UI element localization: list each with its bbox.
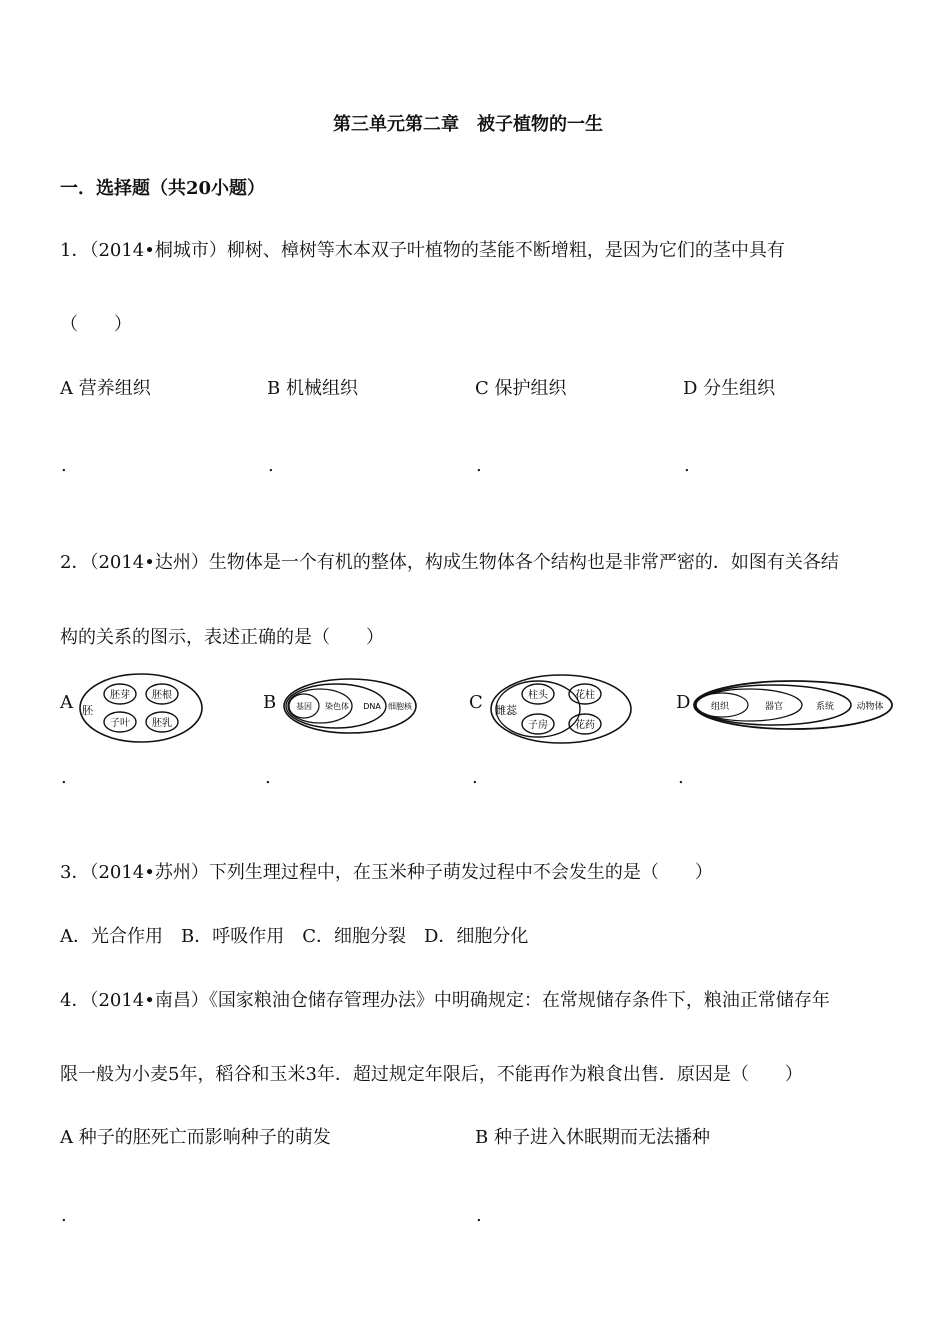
diag-c-item-4: 花药	[575, 720, 595, 731]
q2-diagram-c	[488, 672, 636, 746]
q4-stem-line2: 限一般为小麦5年，稻谷和玉米3年．超过规定年限后，不能再作为粮食出售．原因是（ ）	[60, 1064, 803, 1085]
q1-option-d[interactable]: D 分生组织	[683, 378, 776, 399]
diag-a-item-3: 子叶	[110, 718, 130, 729]
q2-diagram-d	[692, 678, 896, 734]
page-title: 第三单元第二章 被子植物的一生	[333, 114, 603, 135]
diag-d-item-4: 动物体	[856, 702, 884, 712]
q2-diagram-b	[282, 676, 422, 736]
q4-dot-a: .	[61, 1205, 67, 1226]
q2-dot-b: .	[265, 767, 271, 788]
q1-stem-line1: 1．（2014•桐城市）柳树、樟树等木本双子叶植物的茎能不断增粗，是因为它们的茎中具有	[60, 240, 785, 261]
q4-option-b[interactable]: B 种子进入休眠期而无法播种	[475, 1127, 710, 1148]
diag-c-outer-label: 雌蕊	[495, 704, 517, 717]
q1-option-c[interactable]: C 保护组织	[475, 378, 567, 399]
q2-option-c[interactable]: C	[469, 692, 483, 713]
q3-options[interactable]: A．光合作用 B．呼吸作用 C．细胞分裂 D．细胞分化	[60, 926, 529, 947]
q2-stem-line1: 2．（2014•达州）生物体是一个有机的整体，构成生物体各个结构也是非常严密的．如图有关各结	[60, 552, 839, 573]
q4-option-a[interactable]: A 种子的胚死亡而影响种子的萌发	[60, 1127, 331, 1148]
q1-dot-b: .	[268, 455, 274, 476]
q1-dot-d: .	[684, 455, 690, 476]
q1-stem-line2: （ ）	[60, 314, 132, 335]
diag-c-item-3: 子房	[528, 720, 548, 731]
q2-diagram-a	[78, 672, 204, 744]
diag-a-item-1: 胚芽	[110, 690, 130, 701]
q2-dot-d: .	[678, 767, 684, 788]
q1-option-a[interactable]: A 营养组织	[60, 378, 151, 399]
q4-stem-line1: 4．（2014•南昌）《国家粮油仓储存管理办法》中明确规定：在常规储存条件下，粮油正常储存年	[60, 990, 830, 1011]
q1-dot-c: .	[476, 455, 482, 476]
q2-option-b[interactable]: B	[263, 692, 277, 713]
diag-b-item-4: 细胞核	[388, 702, 412, 711]
diag-c-item-1: 柱头	[528, 690, 548, 701]
diag-b-item-2: 染色体	[325, 702, 349, 711]
q3-stem: 3．（2014•苏州）下列生理过程中，在玉米种子萌发过程中不会发生的是（ ）	[60, 862, 713, 883]
diag-d-item-3: 系统	[815, 702, 835, 712]
q1-option-b[interactable]: B 机械组织	[267, 378, 358, 399]
q2-dot-c: .	[472, 767, 478, 788]
section-heading: 一．选择题（共20小题）	[60, 178, 266, 199]
q1-dot-a: .	[61, 455, 67, 476]
q2-option-d[interactable]: D	[676, 692, 691, 713]
diag-b-item-3: DNA	[363, 702, 381, 711]
diag-d-item-1: 组织	[710, 702, 730, 712]
q2-option-a[interactable]: A	[60, 692, 73, 713]
diag-a-item-2: 胚根	[152, 690, 172, 701]
diag-c-item-2: 花柱	[575, 690, 595, 701]
diag-a-item-4: 胚乳	[152, 718, 172, 729]
q2-dot-a: .	[61, 767, 67, 788]
diag-d-item-2: 器官	[764, 702, 784, 712]
diag-b-item-1: 基因	[296, 702, 312, 711]
q2-stem-line2: 构的关系的图示，表述正确的是（ ）	[60, 627, 384, 648]
q4-dot-b: .	[476, 1205, 482, 1226]
diag-a-outer-label: 胚	[82, 704, 93, 717]
